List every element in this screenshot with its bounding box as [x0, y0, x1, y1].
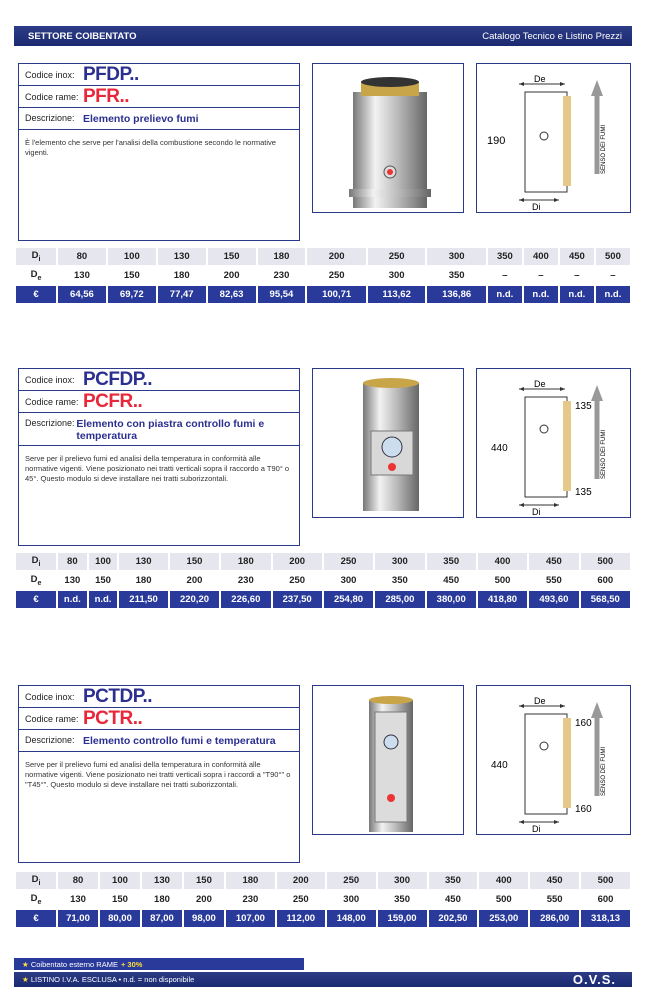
inox-label: Codice inox:: [25, 69, 75, 80]
price-cell: n.d.: [560, 286, 594, 303]
inox-code-row: [19, 369, 299, 391]
di-cell: 500: [596, 248, 630, 265]
flow-direction-label: SENSO DEI FUMI: [601, 124, 607, 174]
price-cell: n.d.: [524, 286, 558, 303]
drawing-de-label: De: [534, 379, 546, 389]
di-header: $D_i$: [16, 553, 56, 570]
price-cell: 568,50: [581, 591, 630, 608]
de-cell: 550: [530, 891, 579, 908]
catalog-title: Catalogo Tecnico e Listino Prezzi: [482, 30, 622, 42]
de-cell: 250: [277, 891, 325, 908]
price-cell: 159,00: [378, 910, 427, 927]
price-cell: 136,86: [427, 286, 486, 303]
price-cell: 113,62: [368, 286, 425, 303]
price-cell: n.d.: [488, 286, 522, 303]
di-cell: 500: [581, 872, 630, 889]
copper-code-row: [19, 708, 299, 730]
price-cell: 71,00: [58, 910, 98, 927]
de-header: $D_e$: [16, 267, 56, 284]
di-header: $D_i$: [16, 248, 56, 265]
technical-drawing: [476, 63, 631, 213]
de-cell: –: [596, 267, 630, 284]
di-cell: 80: [58, 248, 106, 265]
di-cell: 300: [378, 872, 427, 889]
di-cell: 180: [221, 553, 270, 570]
footer-note-copper: [14, 958, 304, 970]
di-cell: 400: [524, 248, 558, 265]
de-cell: 130: [58, 572, 87, 589]
de-cell: 550: [529, 572, 578, 589]
price-table: [14, 870, 632, 929]
price-cell: 80,00: [100, 910, 140, 927]
drawing-dim-label: 160: [575, 718, 592, 729]
price-cell: n.d.: [58, 591, 87, 608]
star-icon: ★: [22, 959, 29, 969]
de-cell: 130: [58, 891, 98, 908]
de-cell: 150: [100, 891, 140, 908]
table-row: [16, 891, 630, 908]
drawing-di-label: Di: [532, 824, 541, 834]
description-paragraph: Serve per il prelievo fumi ed analisi della temperatura in conformità alle normative vigenti. Viene posizionato nei tratti verticali sopra i raccordi a "T90°" o "T45°". Questo modulo si deve installare nei tratti suborizzontali.: [25, 760, 291, 789]
di-cell: 400: [479, 872, 528, 889]
price-cell: 202,50: [429, 910, 478, 927]
copper-label: Codice rame:: [25, 91, 79, 102]
sector-title: SETTORE COIBENTATO: [28, 30, 137, 42]
drawing-de-label: De: [534, 696, 546, 706]
di-cell: 200: [277, 872, 325, 889]
price-cell: 493,60: [529, 591, 578, 608]
top-header-bar: [14, 26, 632, 46]
di-cell: 300: [427, 248, 486, 265]
di-cell: 200: [307, 248, 366, 265]
price-cell: 95,54: [258, 286, 306, 303]
price-cell: 318,13: [581, 910, 630, 927]
di-cell: 80: [58, 553, 87, 570]
footer-vat-text: LISTINO I.V.A. ESCLUSA • n.d. = non disponibile: [30, 975, 195, 984]
price-cell: 254,80: [324, 591, 373, 608]
euro-header: €: [16, 286, 56, 303]
di-cell: 450: [529, 553, 578, 570]
price-cell: 82,63: [208, 286, 256, 303]
inox-code-row: [19, 686, 299, 708]
de-cell: 130: [58, 267, 106, 284]
inox-label: Codice inox:: [25, 691, 75, 702]
euro-header: €: [16, 591, 56, 608]
price-cell: 69,72: [108, 286, 156, 303]
de-cell: 200: [184, 891, 224, 908]
drawing-dim-label: 440: [491, 443, 508, 454]
flow-direction-label: SENSO DEI FUMI: [601, 746, 607, 796]
de-cell: 230: [258, 267, 306, 284]
de-cell: 500: [479, 891, 528, 908]
di-cell: 130: [142, 872, 182, 889]
drawing-di-label: Di: [532, 202, 541, 212]
de-cell: 200: [170, 572, 219, 589]
di-cell: 350: [488, 248, 522, 265]
product-info-box: [18, 368, 300, 546]
table-row: [16, 553, 630, 570]
di-cell: 350: [427, 553, 476, 570]
de-cell: 180: [142, 891, 182, 908]
de-cell: –: [488, 267, 522, 284]
drawing-dim-label: 440: [491, 760, 508, 771]
di-cell: 180: [226, 872, 275, 889]
de-cell: 350: [427, 267, 486, 284]
product-photo: [312, 685, 464, 835]
description-label: Descrizione:: [25, 418, 75, 428]
price-cell: 77,47: [158, 286, 206, 303]
drawing-dim-label: 135: [575, 401, 592, 412]
di-cell: 130: [119, 553, 167, 570]
de-cell: 230: [221, 572, 270, 589]
di-cell: 150: [184, 872, 224, 889]
description-paragraph: È l'elemento che serve per l'analisi della combustione secondo le normative vigenti.: [25, 138, 276, 157]
de-cell: 180: [119, 572, 167, 589]
de-cell: 150: [89, 572, 118, 589]
product-photo: [312, 368, 464, 518]
drawing-di-label: Di: [532, 507, 541, 517]
de-cell: 200: [208, 267, 256, 284]
price-cell: 112,00: [277, 910, 325, 927]
de-cell: –: [560, 267, 594, 284]
footer-bar: [14, 972, 632, 987]
star-icon: ★: [22, 975, 29, 984]
price-cell: 237,50: [273, 591, 322, 608]
table-row: [16, 286, 630, 303]
de-header: $D_e$: [16, 891, 56, 908]
inox-code-row: [19, 64, 299, 86]
inox-code: PCTDP..: [83, 685, 153, 707]
di-cell: 400: [478, 553, 527, 570]
price-cell: 87,00: [142, 910, 182, 927]
technical-drawing: [476, 368, 631, 518]
price-cell: n.d.: [596, 286, 630, 303]
de-cell: 350: [375, 572, 424, 589]
drawing-dim-label: 190: [487, 135, 506, 147]
description-row: [19, 108, 299, 130]
price-cell: 64,56: [58, 286, 106, 303]
description-text: Elemento controllo fumi e temperatura: [83, 735, 276, 747]
inox-code: PFDP..: [83, 63, 139, 85]
de-cell: 450: [429, 891, 478, 908]
di-cell: 350: [429, 872, 478, 889]
copper-code: PCFR..: [83, 390, 143, 412]
price-cell: 107,00: [226, 910, 275, 927]
de-cell: 500: [478, 572, 527, 589]
de-cell: 600: [581, 891, 630, 908]
di-cell: 150: [170, 553, 219, 570]
price-cell: 418,80: [478, 591, 527, 608]
di-cell: 80: [58, 872, 98, 889]
di-cell: 450: [560, 248, 594, 265]
di-cell: 180: [258, 248, 306, 265]
di-cell: 200: [273, 553, 322, 570]
copper-code: PCTR..: [83, 707, 143, 729]
drawing-dim-label: 135: [575, 487, 592, 498]
description-label: Descrizione:: [25, 113, 75, 123]
di-cell: 250: [368, 248, 425, 265]
footer-copper-extra: + 30%: [120, 959, 143, 969]
de-cell: –: [524, 267, 558, 284]
description-row: [19, 413, 299, 446]
di-cell: 250: [324, 553, 373, 570]
de-cell: 300: [324, 572, 373, 589]
price-table: [14, 246, 632, 305]
copper-code-row: [19, 86, 299, 108]
description-paragraph: Serve per il prelievo fumi ed analisi della temperatura in conformità alle normative vigenti. Viene posizionato nei tratti verticali sopra il raccordo a T90° o 45°. Questo modulo si deve installare nei tratti suborizzontali.: [25, 454, 290, 483]
price-cell: 148,00: [327, 910, 376, 927]
de-cell: 250: [307, 267, 366, 284]
di-cell: 100: [89, 553, 118, 570]
table-row: [16, 572, 630, 589]
di-cell: 100: [100, 872, 140, 889]
copper-code-row: [19, 391, 299, 413]
de-cell: 350: [378, 891, 427, 908]
di-cell: 100: [108, 248, 156, 265]
table-row: [16, 248, 630, 265]
price-cell: 220,20: [170, 591, 219, 608]
di-cell: 130: [158, 248, 206, 265]
table-row: [16, 267, 630, 284]
copper-code: PFR..: [83, 85, 130, 107]
price-cell: 253,00: [479, 910, 528, 927]
inox-code: PCFDP..: [83, 368, 153, 390]
footer-copper-text: Coibentato esterno RAME: [30, 959, 118, 969]
di-cell: 150: [208, 248, 256, 265]
description-text: Elemento con piastra controllo fumi e temperatura: [76, 418, 265, 442]
de-cell: 450: [427, 572, 476, 589]
inox-label: Codice inox:: [25, 374, 75, 385]
table-row: [16, 872, 630, 889]
drawing-dim-label: 160: [575, 804, 592, 815]
description-row: [19, 730, 299, 752]
de-cell: 230: [226, 891, 275, 908]
product-info-box: [18, 63, 300, 241]
price-cell: 226,60: [221, 591, 270, 608]
di-header: $D_i$: [16, 872, 56, 889]
di-cell: 250: [327, 872, 376, 889]
table-row: [16, 910, 630, 927]
product-info-box: [18, 685, 300, 863]
de-cell: 180: [158, 267, 206, 284]
drawing-de-label: De: [534, 74, 546, 84]
de-cell: 600: [581, 572, 630, 589]
brand-logo: O.V.S.: [572, 972, 616, 987]
product-photo: [312, 63, 464, 213]
de-header: $D_e$: [16, 572, 56, 589]
de-cell: 150: [108, 267, 156, 284]
di-cell: 500: [581, 553, 630, 570]
de-cell: 300: [327, 891, 376, 908]
euro-header: €: [16, 910, 56, 927]
description-label: Descrizione:: [25, 735, 75, 745]
description-text: Elemento prelievo fumi: [83, 113, 199, 125]
di-cell: 300: [375, 553, 424, 570]
price-cell: 380,00: [427, 591, 476, 608]
technical-drawing: [476, 685, 631, 835]
price-cell: 286,00: [530, 910, 579, 927]
price-cell: 100,71: [307, 286, 366, 303]
flow-direction-label: SENSO DEI FUMI: [601, 429, 607, 479]
de-cell: 250: [273, 572, 322, 589]
copper-label: Codice rame:: [25, 713, 79, 724]
de-cell: 300: [368, 267, 425, 284]
table-row: [16, 591, 630, 608]
copper-label: Codice rame:: [25, 396, 79, 407]
di-cell: 450: [530, 872, 579, 889]
price-cell: 211,50: [119, 591, 167, 608]
price-cell: n.d.: [89, 591, 118, 608]
price-cell: 98,00: [184, 910, 224, 927]
price-cell: 285,00: [375, 591, 424, 608]
price-table: [14, 551, 632, 610]
